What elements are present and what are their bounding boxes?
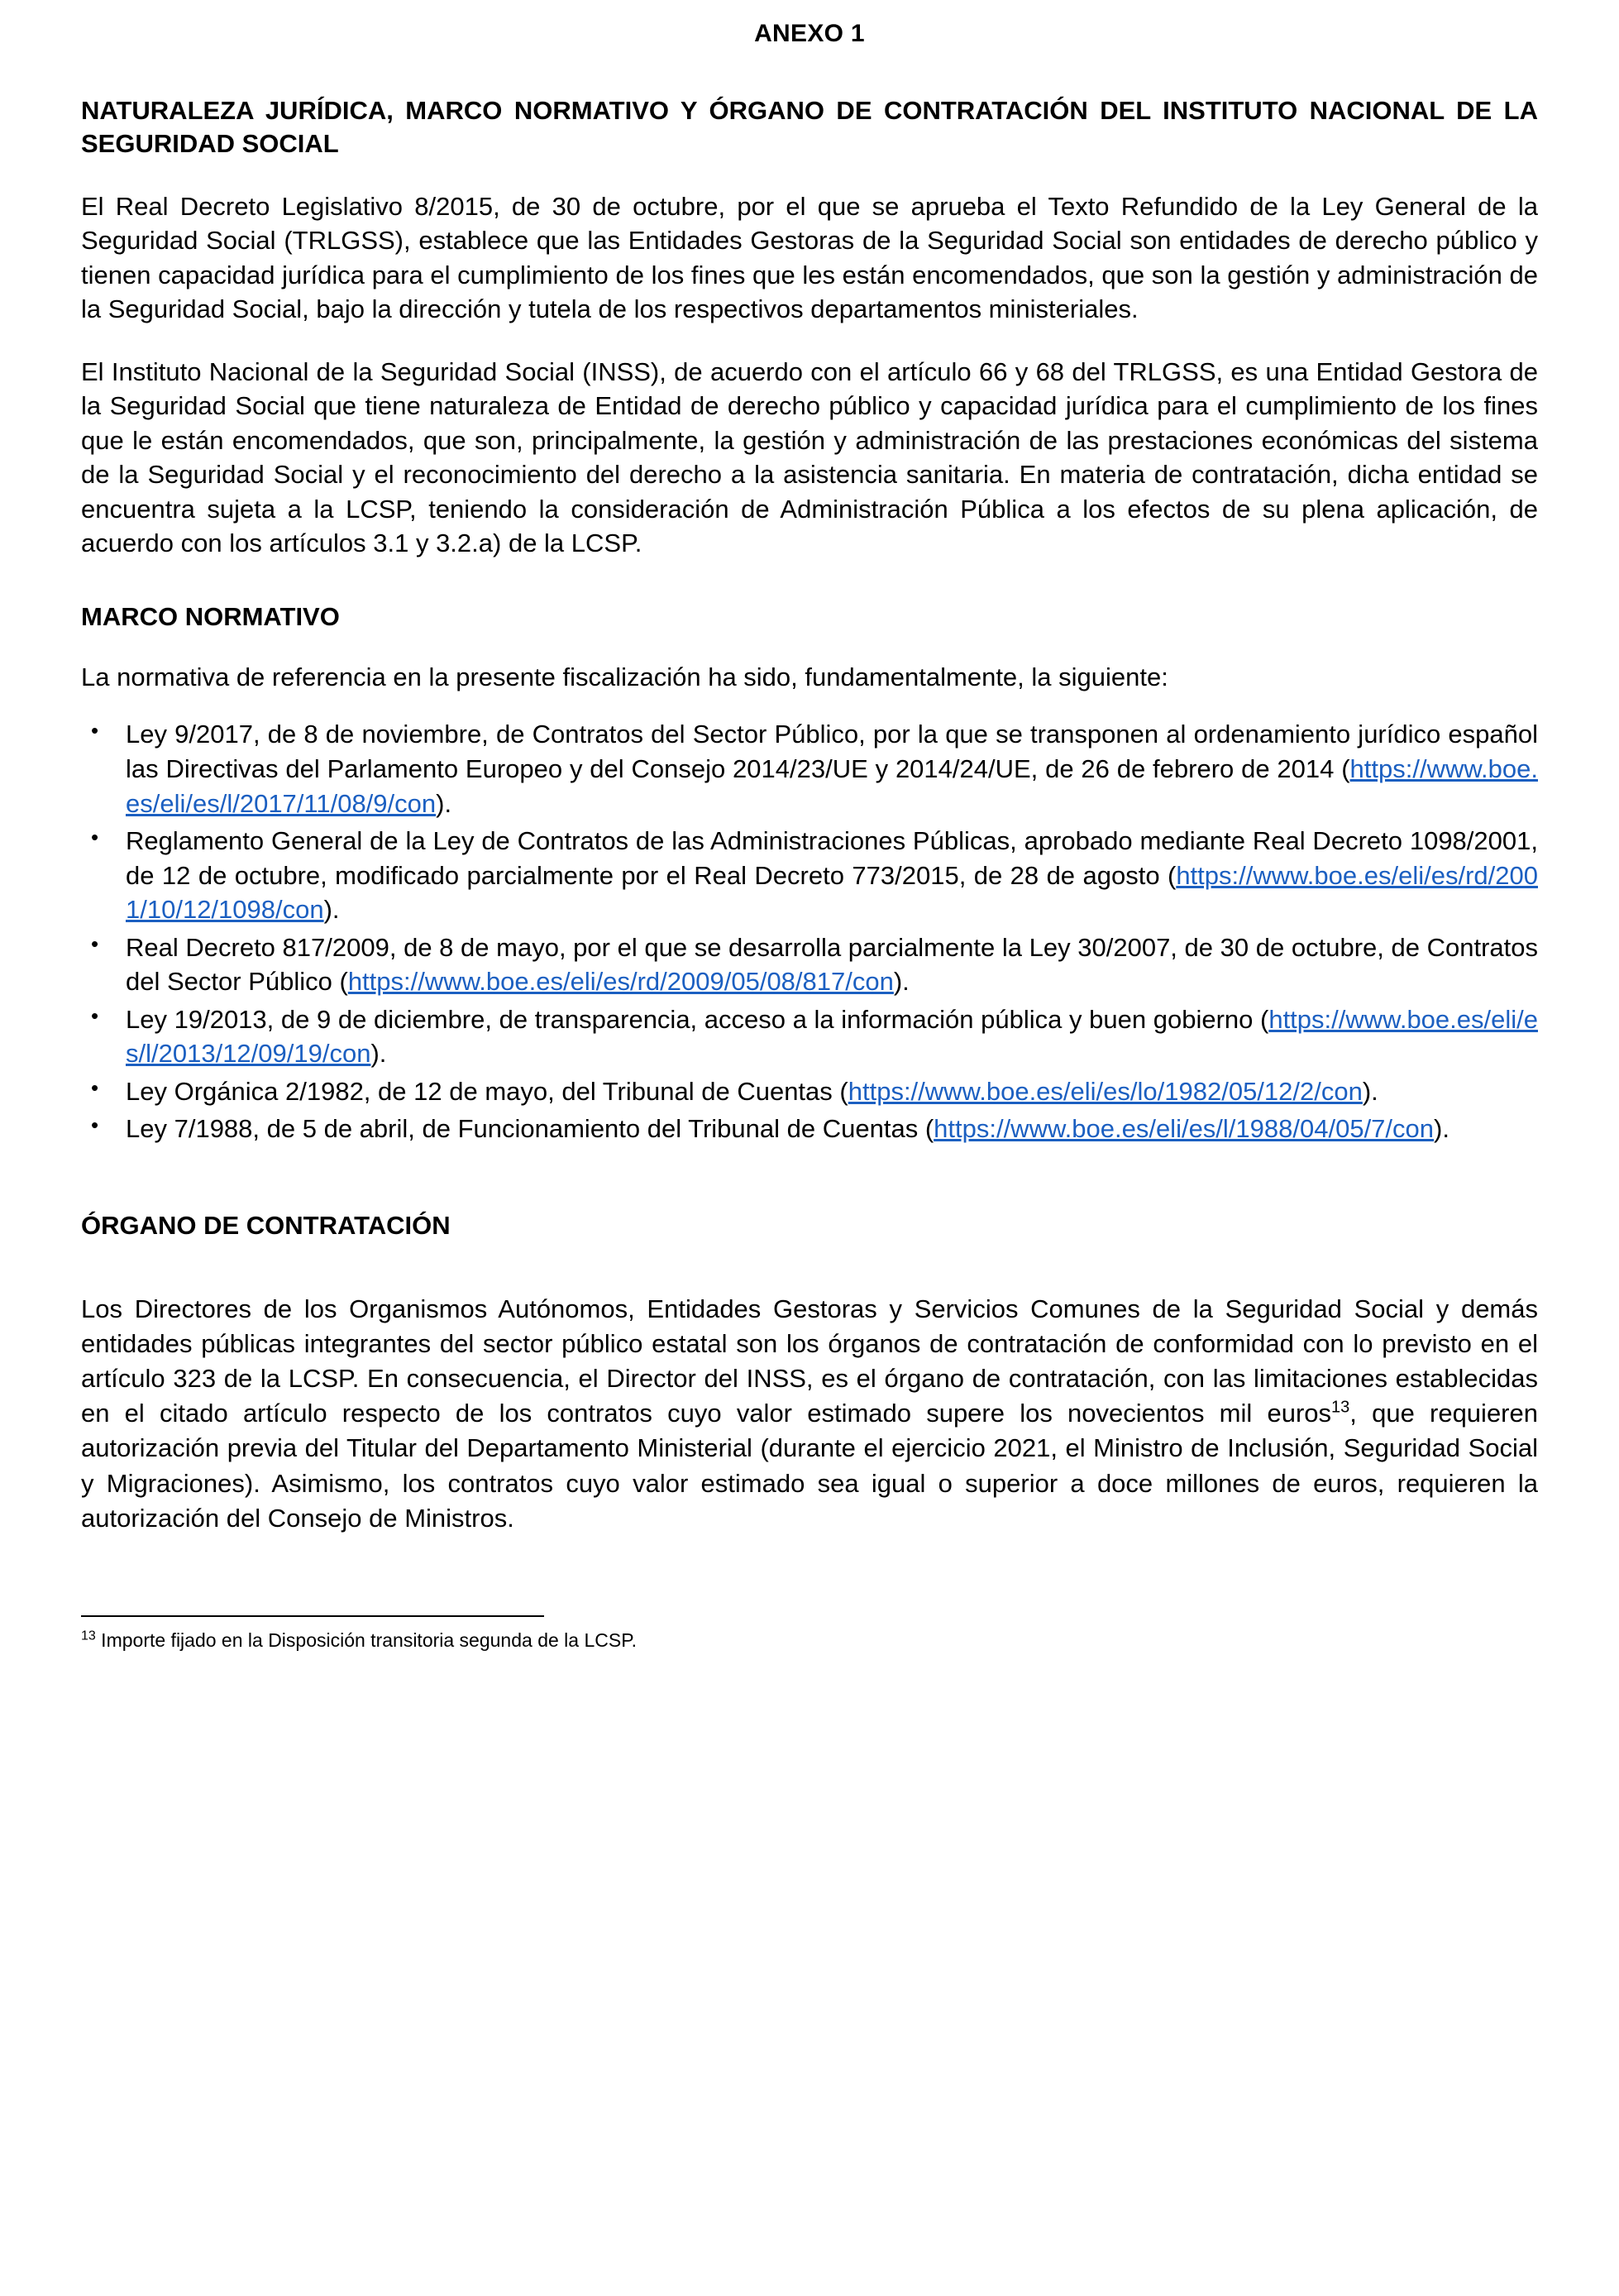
list-item-text-after: ).: [436, 788, 452, 818]
list-item-text: Ley 19/2013, de 9 de diciembre, de transparencia, acceso a la información pública y buen gobierno (: [126, 1004, 1269, 1034]
normative-list: [81, 717, 1538, 1146]
spacer: [81, 1269, 1538, 1292]
list-item-text-after: ).: [1362, 1076, 1378, 1106]
list-item: [81, 1002, 1538, 1071]
boe-link[interactable]: https://www.boe.es/eli/es/l/2013/12/09/19/con: [126, 1004, 1538, 1069]
paragraph-organo-contratacion: [81, 1292, 1538, 1536]
footnote-text: Importe fijado en la Disposición transitoria segunda de la LCSP.: [95, 1629, 637, 1651]
organo-text-part1: Los Directores de los Organismos Autónomos, Entidades Gestoras y Servicios Comunes de la Seguridad Social y demás entidades públicas integrantes del sector público estatal son los órganos de contratación de conformidad con lo previsto en el artículo 323 de la LCSP. En consecuencia, el Director del INSS, es el órgano de contratación, con las limitaciones establecidas en el citado artículo respecto de los contratos cuyo valor estimado supere los novecientos mil euros: [81, 1294, 1538, 1428]
list-item-text-after: ).: [893, 967, 910, 997]
list-item-text: Ley 9/2017, de 8 de noviembre, de Contratos del Sector Público, por la que se transponen al ordenamiento jurídico español las Directivas del Parlamento Europeo y del Consejo 2014/23/UE y 2014/24/UE, de 26 de febrero de 2014 (: [126, 720, 1538, 783]
list-item-text: Reglamento General de la Ley de Contratos de las Administraciones Públicas, aprobado mediante Real Decreto 1098/2001, de 12 de octubre, modificado parcialmente por el Real Decreto 773/2015, de 28 de agosto (: [126, 826, 1538, 890]
list-item: [81, 1074, 1538, 1109]
paragraph-naturaleza-2: El Instituto Nacional de la Seguridad Social (INSS), de acuerdo con el artículo 66 y 68 del TRLGSS, es una Entidad Gestora de la Seguridad Social que tiene naturaleza de Entidad de derecho público y capacidad jurídica para el cumplimiento de los fines que le están encomendados, que son, principalmente, la gestión y administración de las prestaciones económicas del sistema de la Seguridad Social y el reconocimiento del derecho a la asistencia sanitaria. En materia de contratación, dicha entidad se encuentra sujeta a la LCSP, teniendo la consideración de Administración Pública a los efectos de su plena aplicación, de acuerdo con los artículos 3.1 y 3.2.a) de la LCSP.: [81, 356, 1538, 558]
list-item: [81, 1112, 1538, 1146]
boe-link[interactable]: https://www.boe.es/eli/es/l/2017/11/08/9/con: [126, 753, 1538, 818]
annex-title: ANEXO 1: [754, 20, 865, 47]
list-item-text: Ley Orgánica 2/1982, de 12 de mayo, del Tribunal de Cuentas (: [126, 1076, 848, 1106]
list-item-text: Real Decreto 817/2009, de 8 de mayo, por el que se desarrolla parcialmente la Ley 30/2007, de 30 de octubre, de Contratos del Sector Público (: [126, 932, 1538, 997]
heading-organo-contratacion: ÓRGANO DE CONTRATACIÓN: [81, 1210, 451, 1240]
list-item: [81, 930, 1538, 999]
main-heading: NATURALEZA JURÍDICA, MARCO NORMATIVO Y ÓRGANO DE CONTRATACIÓN DEL INSTITUTO NACIONAL DE LA SEGURIDAD SOCIAL: [81, 96, 1538, 159]
organo-text-part2: , que requieren autorización previa del Titular del Departamento Ministerial (durante el ejercicio 2021, el Ministro de Inclusión, Seguridad Social y Migraciones). Asimismo, los contratos cuyo valor estimado sea igual o superior a doce millones de euros, requieren la autorización del Consejo de Ministros.: [81, 1399, 1538, 1533]
list-item: [81, 717, 1538, 820]
list-item-text-after: ).: [370, 1039, 387, 1069]
footnote-marker: 13: [81, 1629, 96, 1643]
boe-link[interactable]: https://www.boe.es/eli/es/l/1988/04/05/7/con: [934, 1114, 1435, 1144]
list-item-text-after: ).: [1434, 1114, 1449, 1144]
boe-link[interactable]: https://www.boe.es/eli/es/lo/1982/05/12/2/con: [848, 1076, 1363, 1106]
marco-normativo-lead: La normativa de referencia en la presente fiscalización ha sido, fundamentalmente, la siguiente:: [81, 662, 1168, 691]
footnote-reference[interactable]: 13: [1331, 1398, 1350, 1417]
boe-link[interactable]: https://www.boe.es/eli/es/rd/2001/10/12/1098/con: [126, 860, 1538, 925]
paragraph-naturaleza-1: El Real Decreto Legislativo 8/2015, de 30 de octubre, por el que se aprueba el Texto Refundido de la Ley General de la Seguridad Social (TRLGSS), establece que las Entidades Gestoras de la Seguridad Social son entidades de derecho público y tienen capacidad jurídica para el cumplimiento de los fines que les están encomendados, que son la gestión y administración de la Seguridad Social, bajo la dirección y tutela de los respectivos departamentos ministeriales.: [81, 191, 1538, 324]
footnote-13: [81, 1629, 1538, 1653]
list-item-text: Ley 7/1988, de 5 de abril, de Funcionamiento del Tribunal de Cuentas (: [126, 1114, 934, 1144]
footnote-separator: [81, 1615, 544, 1617]
footnote-area: [81, 1615, 1538, 1653]
boe-link[interactable]: https://www.boe.es/eli/es/rd/2009/05/08/817/con: [347, 967, 894, 997]
list-item-text-after: ).: [323, 895, 340, 925]
list-item: [81, 824, 1538, 927]
heading-marco-normativo: MARCO NORMATIVO: [81, 601, 340, 631]
